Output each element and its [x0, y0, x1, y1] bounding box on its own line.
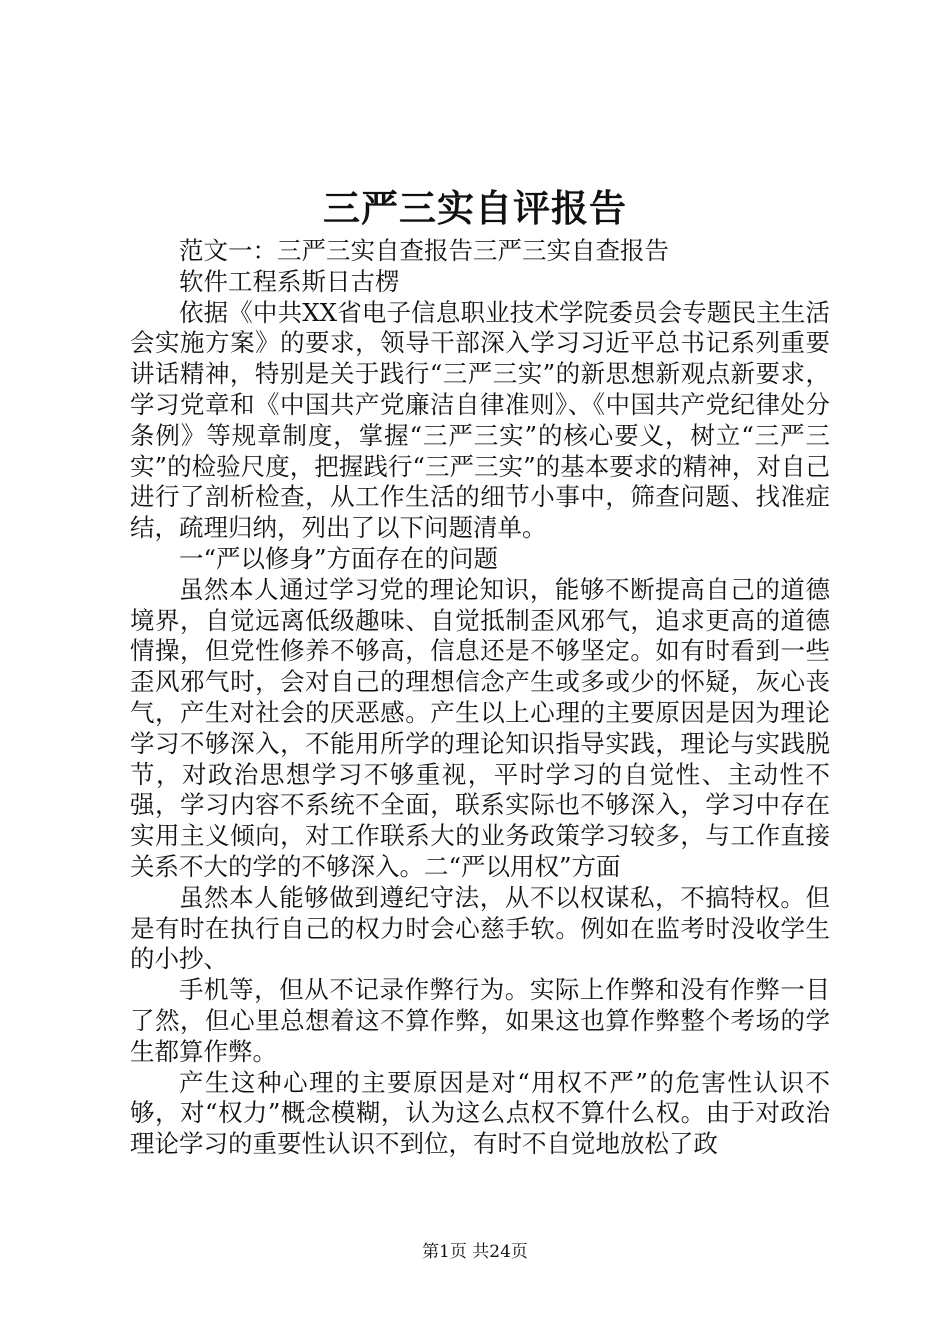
paragraph-heading-sample: 范文一：三严三实自查报告三严三实自查报告 — [179, 236, 669, 265]
paragraph-body: 虽然本人能够做到遵纪守法，从不以权谋私，不搞特权。但是有时在执行自己的权力时会心慈手软。例如在监考时没收学生的小抄、 — [130, 882, 830, 974]
paragraph-author: 软件工程系斯日古楞 — [179, 266, 400, 296]
document-body — [130, 236, 830, 1160]
document-title: 三严三实自评报告 — [323, 186, 627, 230]
paragraph-body: 手机等，但从不记录作弊行为。实际上作弊和没有作弊一目了然，但心里总想着这不算作弊，如果这也算作弊整个考场的学生都算作弊。 — [130, 975, 830, 1066]
paragraph-section-heading: 一“严以修身”方面存在的问题 — [179, 543, 499, 573]
paragraph-body: 虽然本人通过学习党的理论知识，能够不断提高自己的道德境界，自觉远离低级趣味、自觉抵制歪风邪气，追求更高的道德情操，但党性修养不够高，信息还是不够坚定。如有时看到一些歪风邪气时，会对自己的理想信念产生或多或少的怀疑，灰心丧气，产生对社会的厌恶感。产生以上心理的主要原因是因为理论学习不够深入，不能用所学的理论知识指导实践，理论与实践脱节，对政治思想学习不够重视，平时学习的自觉性、主动性不强，学习内容不系统不全面，联系实际也不够深入，学习中存在实用主义倾向，对工作联系大的业务政策学习较多，与工作直接关系不大的学的不够深入。二“严以用权”方面 — [130, 574, 830, 881]
paragraph-intro: 依据《中共XX省电子信息职业技术学院委员会专题民主生活会实施方案》的要求，领导干部深入学习习近平总书记系列重要讲话精神，特别是关于践行“三严三实”的新思想新观点新要求，学习党章和《中国共产党廉洁自律准则》、《中国共产党纪律处分条例》等规章制度，掌握“三严三实”的核心要义，树立“三严三实”的检验尺度，把握践行“三严三实”的基本要求的精神，对自己进行了剖析检查，从工作生活的细节小事中，筛查问题、找准症结，疏理归纳，列出了以下问题清单。 — [130, 297, 830, 543]
page-footer: 第1页 共24页 — [422, 1242, 528, 1262]
paragraph-body: 产生这种心理的主要原因是对“用权不严”的危害性认识不够，对“权力”概念模糊，认为这么点权不算什么权。由于对政治理论学习的重要性认识不到位，有时不自觉地放松了政 — [130, 1067, 830, 1159]
